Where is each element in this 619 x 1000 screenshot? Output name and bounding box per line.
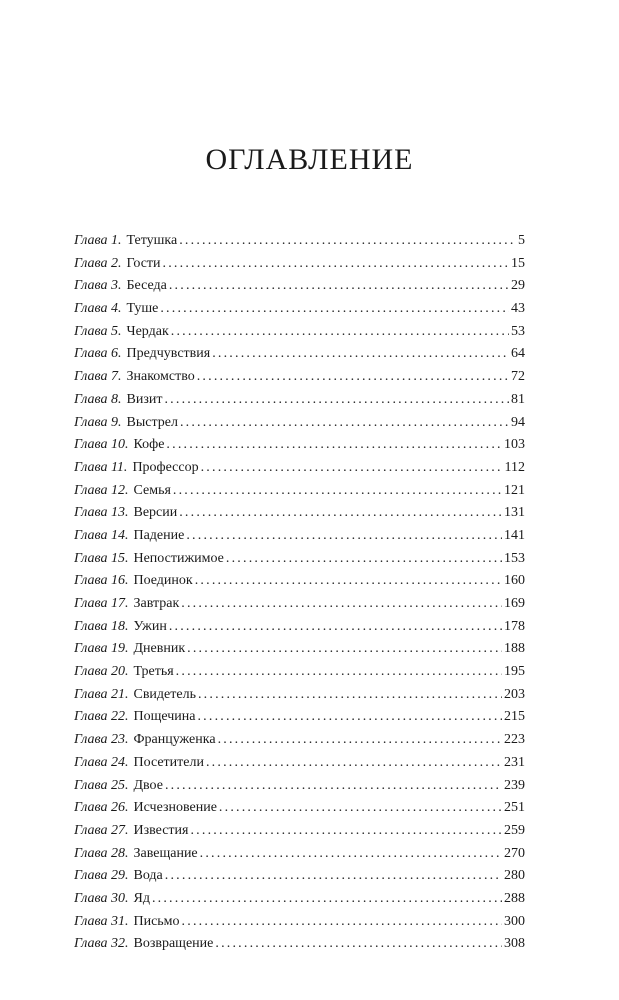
chapter-title: Двое (133, 777, 163, 793)
toc-entry (74, 865, 525, 888)
chapter-page-number: 231 (504, 754, 525, 770)
chapter-page-number: 259 (504, 822, 525, 838)
chapter-number: Глава 20. (74, 664, 129, 680)
chapter-number: Глава 21. (74, 686, 129, 702)
toc-entry (74, 593, 525, 616)
table-of-contents (74, 230, 525, 956)
chapter-title: Непостижимое (133, 550, 224, 566)
chapter-title: Посетители (133, 754, 204, 770)
dot-leader (200, 843, 502, 866)
dot-leader (173, 480, 502, 503)
chapter-number: Глава 3. (74, 278, 122, 294)
chapter-page-number: 239 (504, 777, 525, 793)
toc-entry (74, 661, 525, 684)
chapter-title: Свидетель (133, 686, 196, 702)
chapter-number: Глава 30. (74, 890, 129, 906)
toc-entry (74, 275, 525, 298)
chapter-page-number: 223 (504, 732, 525, 748)
dot-leader (197, 366, 509, 389)
chapter-number: Глава 18. (74, 618, 129, 634)
toc-entry (74, 820, 525, 843)
chapter-page-number: 288 (504, 890, 525, 906)
dot-leader (218, 729, 502, 752)
chapter-number: Глава 26. (74, 800, 129, 816)
chapter-page-number: 64 (511, 346, 525, 362)
dot-leader (179, 230, 516, 253)
toc-entry (74, 729, 525, 752)
toc-entry (74, 343, 525, 366)
dot-leader (198, 684, 502, 707)
chapter-page-number: 131 (504, 505, 525, 521)
chapter-title: Визит (126, 391, 163, 407)
dot-leader (182, 911, 502, 934)
chapter-number: Глава 25. (74, 777, 129, 793)
chapter-page-number: 160 (504, 573, 525, 589)
chapter-number: Глава 6. (74, 346, 122, 362)
dot-leader (171, 321, 509, 344)
chapter-number: Глава 5. (74, 323, 122, 339)
chapter-title: Выстрел (126, 414, 178, 430)
dot-leader (197, 706, 502, 729)
chapter-number: Глава 1. (74, 233, 122, 248)
dot-leader (169, 616, 502, 639)
chapter-page-number: 188 (504, 641, 525, 657)
toc-entry (74, 548, 525, 571)
dot-leader (179, 502, 502, 525)
chapter-page-number: 169 (504, 596, 525, 611)
chapter-number: Глава 11. (74, 459, 128, 475)
chapter-title: Вода (133, 868, 163, 884)
chapter-title: Поединок (133, 573, 193, 589)
chapter-title: Ужин (133, 618, 167, 634)
chapter-page-number: 15 (511, 255, 525, 271)
chapter-number: Глава 14. (74, 527, 129, 543)
dot-leader (201, 457, 503, 480)
chapter-number: Глава 12. (74, 482, 129, 498)
chapter-title: Туше (126, 301, 159, 317)
dot-leader (152, 888, 502, 911)
page-title: ОГЛАВЛЕНИЕ (205, 143, 414, 176)
toc-entry (74, 570, 525, 593)
chapter-number: Глава 23. (74, 732, 129, 748)
toc-entry (74, 230, 525, 253)
chapter-title: Француженка (133, 732, 216, 748)
chapter-number: Глава 15. (74, 550, 129, 566)
dot-leader (165, 865, 502, 888)
chapter-page-number: 195 (504, 664, 525, 680)
toc-entry (74, 638, 525, 661)
toc-entry (74, 706, 525, 729)
toc-entry (74, 616, 525, 639)
chapter-page-number: 112 (504, 459, 525, 475)
chapter-title: Яд (133, 890, 150, 906)
chapter-page-number: 72 (511, 369, 525, 385)
chapter-page-number: 103 (504, 437, 525, 453)
toc-entry (74, 457, 525, 480)
chapter-page-number: 178 (504, 618, 525, 634)
chapter-title: Завтрак (133, 596, 180, 611)
dot-leader (163, 253, 509, 276)
toc-entry (74, 752, 525, 775)
dot-leader (206, 752, 502, 775)
toc-entry (74, 888, 525, 911)
dot-leader (180, 412, 509, 435)
toc-entry (74, 911, 525, 934)
chapter-title: Письмо (133, 913, 180, 929)
chapter-number: Глава 16. (74, 573, 129, 589)
dot-leader (195, 570, 502, 593)
chapter-page-number: 141 (504, 527, 525, 543)
chapter-number: Глава 17. (74, 596, 129, 611)
dot-leader (186, 525, 502, 548)
chapter-number: Глава 29. (74, 868, 129, 884)
dot-leader (165, 775, 502, 798)
dot-leader (187, 638, 502, 661)
chapter-title: Беседа (126, 278, 167, 294)
toc-entry (74, 775, 525, 798)
chapter-number: Глава 9. (74, 414, 122, 430)
chapter-title: Падение (133, 527, 185, 543)
dot-leader (212, 343, 509, 366)
toc-entry (74, 843, 525, 866)
toc-entry (74, 684, 525, 707)
toc-entry (74, 502, 525, 525)
toc-entry (74, 480, 525, 503)
dot-leader (226, 548, 502, 571)
chapter-title: Третья (133, 664, 174, 680)
dot-leader (215, 933, 502, 956)
chapter-title: Гости (126, 255, 161, 271)
chapter-title: Семья (133, 482, 171, 498)
chapter-number: Глава 7. (74, 369, 122, 385)
toc-entry (74, 434, 525, 457)
toc-entry (74, 298, 525, 321)
dot-leader (176, 661, 502, 684)
chapter-number: Глава 10. (74, 437, 129, 453)
chapter-number: Глава 8. (74, 391, 122, 407)
chapter-number: Глава 27. (74, 822, 129, 838)
chapter-title: Кофе (133, 437, 165, 453)
chapter-page-number: 5 (518, 233, 525, 248)
chapter-title: Профессор (132, 459, 199, 475)
chapter-title: Известия (133, 822, 189, 838)
toc-entry (74, 525, 525, 548)
chapter-number: Глава 32. (74, 936, 129, 952)
toc-entry (74, 412, 525, 435)
toc-entry (74, 366, 525, 389)
chapter-page-number: 270 (504, 845, 525, 861)
chapter-title: Дневник (133, 641, 186, 657)
chapter-page-number: 280 (504, 868, 525, 884)
chapter-page-number: 53 (511, 323, 525, 339)
chapter-title: Чердак (126, 323, 169, 339)
dot-leader (166, 434, 502, 457)
chapter-title: Предчувствия (126, 346, 211, 362)
chapter-page-number: 215 (504, 709, 525, 725)
dot-leader (219, 797, 502, 820)
chapter-number: Глава 4. (74, 301, 122, 317)
toc-entry (74, 321, 525, 344)
chapter-number: Глава 13. (74, 505, 129, 521)
chapter-page-number: 300 (504, 913, 525, 929)
chapter-page-number: 81 (511, 391, 525, 407)
chapter-title: Тетушка (126, 233, 178, 248)
chapter-number: Глава 2. (74, 255, 122, 271)
toc-entry (74, 389, 525, 412)
chapter-title: Версии (133, 505, 178, 521)
dot-leader (164, 389, 509, 412)
chapter-title: Пощечина (133, 709, 196, 725)
chapter-number: Глава 31. (74, 913, 129, 929)
chapter-title: Знакомство (126, 369, 195, 385)
toc-entry (74, 933, 525, 956)
chapter-page-number: 29 (511, 278, 525, 294)
chapter-page-number: 308 (504, 936, 525, 952)
dot-leader (169, 275, 509, 298)
chapter-page-number: 251 (504, 800, 525, 816)
dot-leader (160, 298, 509, 321)
chapter-page-number: 43 (511, 301, 525, 317)
chapter-number: Глава 19. (74, 641, 129, 657)
chapter-page-number: 203 (504, 686, 525, 702)
chapter-number: Глава 22. (74, 709, 129, 725)
chapter-page-number: 153 (504, 550, 525, 566)
toc-entry (74, 253, 525, 276)
toc-entry (74, 797, 525, 820)
chapter-number: Глава 24. (74, 754, 129, 770)
chapter-page-number: 121 (504, 482, 525, 498)
chapter-title: Возвращение (133, 936, 214, 952)
dot-leader (190, 820, 502, 843)
chapter-page-number: 94 (511, 414, 525, 430)
chapter-title: Исчезновение (133, 800, 217, 816)
chapter-title: Завещание (133, 845, 198, 861)
dot-leader (181, 593, 502, 616)
chapter-number: Глава 28. (74, 845, 129, 861)
